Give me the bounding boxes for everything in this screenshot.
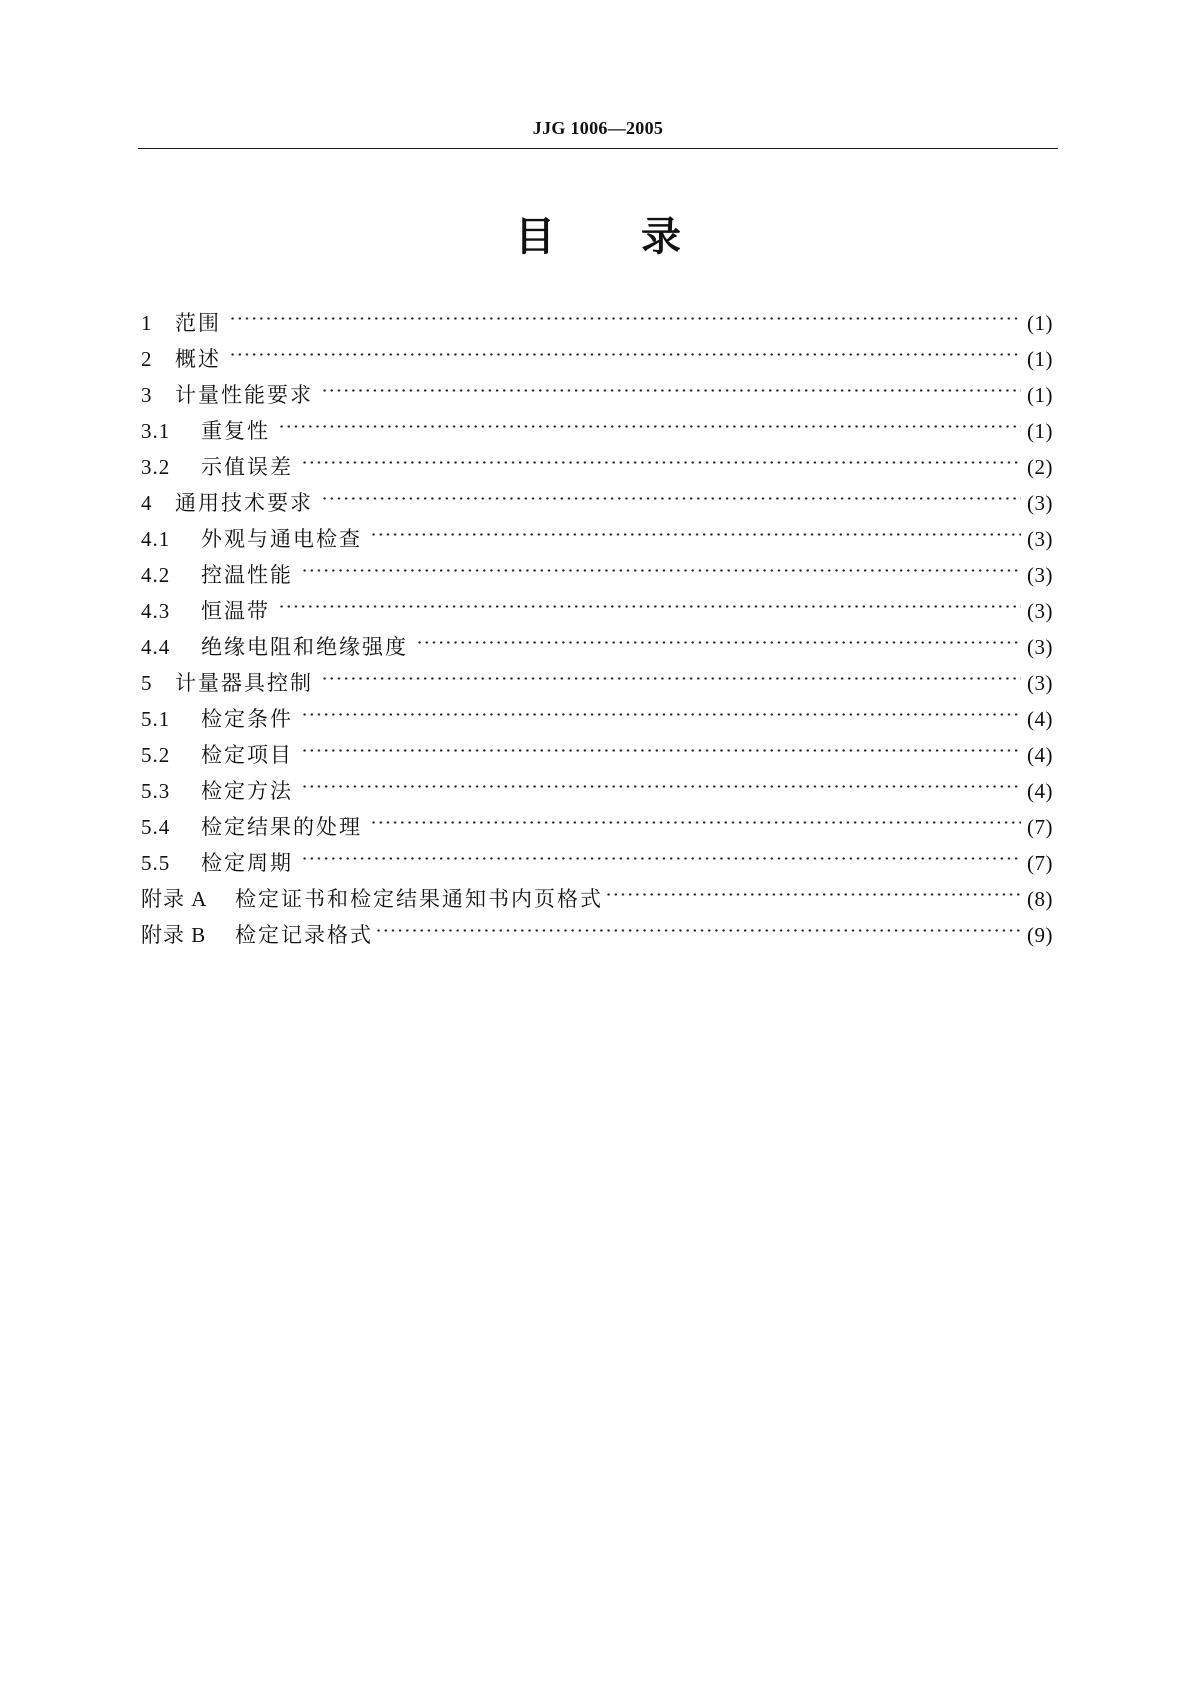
toc-entry-page: (2) bbox=[1027, 455, 1053, 479]
toc-entry-page: (4) bbox=[1027, 743, 1053, 767]
toc-entry-page: (1) bbox=[1027, 347, 1053, 371]
toc-entry-label: 检定方法 bbox=[201, 779, 293, 803]
toc-dot-leader bbox=[301, 546, 1021, 582]
toc-dot-leader bbox=[605, 870, 1021, 906]
toc-dot-leader bbox=[370, 510, 1021, 546]
toc-entry-label: 外观与通电检查 bbox=[201, 527, 362, 551]
toc-dot-leader bbox=[416, 618, 1021, 654]
toc-entry-page: (4) bbox=[1027, 707, 1053, 731]
toc-dot-leader bbox=[229, 330, 1021, 366]
toc-entry-page: (3) bbox=[1027, 527, 1053, 551]
toc-entry-label: 计量性能要求 bbox=[175, 383, 313, 407]
toc-dot-leader bbox=[321, 474, 1021, 510]
toc-dot-leader bbox=[301, 690, 1021, 726]
toc-entry-label: 重复性 bbox=[201, 419, 270, 443]
toc-entry-number: 5.5 bbox=[141, 851, 171, 875]
toc-entry-page: (9) bbox=[1027, 923, 1053, 947]
toc-dot-leader bbox=[278, 402, 1021, 438]
toc-entry-label: 检定证书和检定结果通知书内页格式 bbox=[235, 887, 603, 911]
toc-entry-number: 1 bbox=[141, 311, 153, 335]
toc-entry-label: 控温性能 bbox=[201, 563, 293, 587]
toc-entry-number: 4 bbox=[141, 491, 153, 515]
toc-entry-page: (3) bbox=[1027, 635, 1053, 659]
toc-title-char: 目 bbox=[515, 214, 555, 260]
toc-entry-number: 3.2 bbox=[141, 455, 171, 479]
toc-entry-label: 示值误差 bbox=[201, 455, 293, 479]
toc-entry-number: 4.1 bbox=[141, 527, 171, 551]
toc-entry-number: 5.1 bbox=[141, 707, 171, 731]
toc-entry-label: 恒温带 bbox=[201, 599, 270, 623]
header-rule bbox=[138, 148, 1058, 149]
toc-title bbox=[138, 212, 1058, 262]
toc-entry-number: 2 bbox=[141, 347, 153, 371]
toc-dot-leader bbox=[278, 582, 1021, 618]
toc-entry-page: (1) bbox=[1027, 383, 1053, 407]
toc-entry-label: 检定周期 bbox=[201, 851, 293, 875]
toc-entry-page: (3) bbox=[1027, 491, 1053, 515]
toc-entry[interactable] bbox=[141, 402, 1053, 443]
toc-entry-page: (3) bbox=[1027, 671, 1053, 695]
toc-dot-leader bbox=[301, 762, 1021, 798]
toc-entry-number: 3 bbox=[141, 383, 153, 407]
toc-entry-label: 绝缘电阻和绝缘强度 bbox=[201, 635, 408, 659]
toc-entry[interactable] bbox=[141, 582, 1053, 623]
toc-title-char: 录 bbox=[641, 214, 681, 260]
toc-entry[interactable] bbox=[141, 366, 1053, 407]
toc-entry-number: 5 bbox=[141, 671, 153, 695]
toc-entry[interactable] bbox=[141, 330, 1053, 371]
toc-dot-leader bbox=[321, 654, 1021, 690]
toc-entry-number: 4.3 bbox=[141, 599, 171, 623]
toc-dot-leader bbox=[370, 798, 1021, 834]
toc-entry[interactable] bbox=[141, 294, 1053, 335]
toc-entry-number: 附录 A bbox=[141, 887, 208, 911]
toc-entry-page: (7) bbox=[1027, 851, 1053, 875]
toc-entry-page: (7) bbox=[1027, 815, 1053, 839]
toc-dot-leader bbox=[301, 438, 1021, 474]
toc-dot-leader bbox=[375, 906, 1021, 942]
toc-dot-leader bbox=[301, 834, 1021, 870]
toc-dot-leader bbox=[229, 294, 1021, 330]
toc-entry-label: 概述 bbox=[175, 347, 221, 371]
toc-entry-page: (3) bbox=[1027, 599, 1053, 623]
toc-dot-leader bbox=[301, 726, 1021, 762]
toc-entry-label: 范围 bbox=[175, 311, 221, 335]
toc-entry-number: 3.1 bbox=[141, 419, 171, 443]
toc-entry-number: 5.4 bbox=[141, 815, 171, 839]
toc-entry-page: (8) bbox=[1027, 887, 1053, 911]
toc-entry-page: (3) bbox=[1027, 563, 1053, 587]
toc-entry-number: 4.2 bbox=[141, 563, 171, 587]
toc-entry-label: 检定结果的处理 bbox=[201, 815, 362, 839]
toc-entry-page: (1) bbox=[1027, 419, 1053, 443]
toc-entry-label: 检定项目 bbox=[201, 743, 293, 767]
toc-entry-page: (1) bbox=[1027, 311, 1053, 335]
table-of-contents bbox=[141, 294, 1053, 947]
toc-entry-label: 检定记录格式 bbox=[235, 923, 373, 947]
toc-entry-label: 计量器具控制 bbox=[175, 671, 313, 695]
toc-entry-number: 5.3 bbox=[141, 779, 171, 803]
toc-entry-number: 4.4 bbox=[141, 635, 171, 659]
toc-entry-label: 检定条件 bbox=[201, 707, 293, 731]
toc-entry-number: 附录 B bbox=[141, 923, 207, 947]
toc-entry-label: 通用技术要求 bbox=[175, 491, 313, 515]
toc-dot-leader bbox=[321, 366, 1021, 402]
toc-entry-page: (4) bbox=[1027, 779, 1053, 803]
toc-entry-number: 5.2 bbox=[141, 743, 171, 767]
page-header-code: JJG 1006—2005 bbox=[532, 118, 664, 138]
